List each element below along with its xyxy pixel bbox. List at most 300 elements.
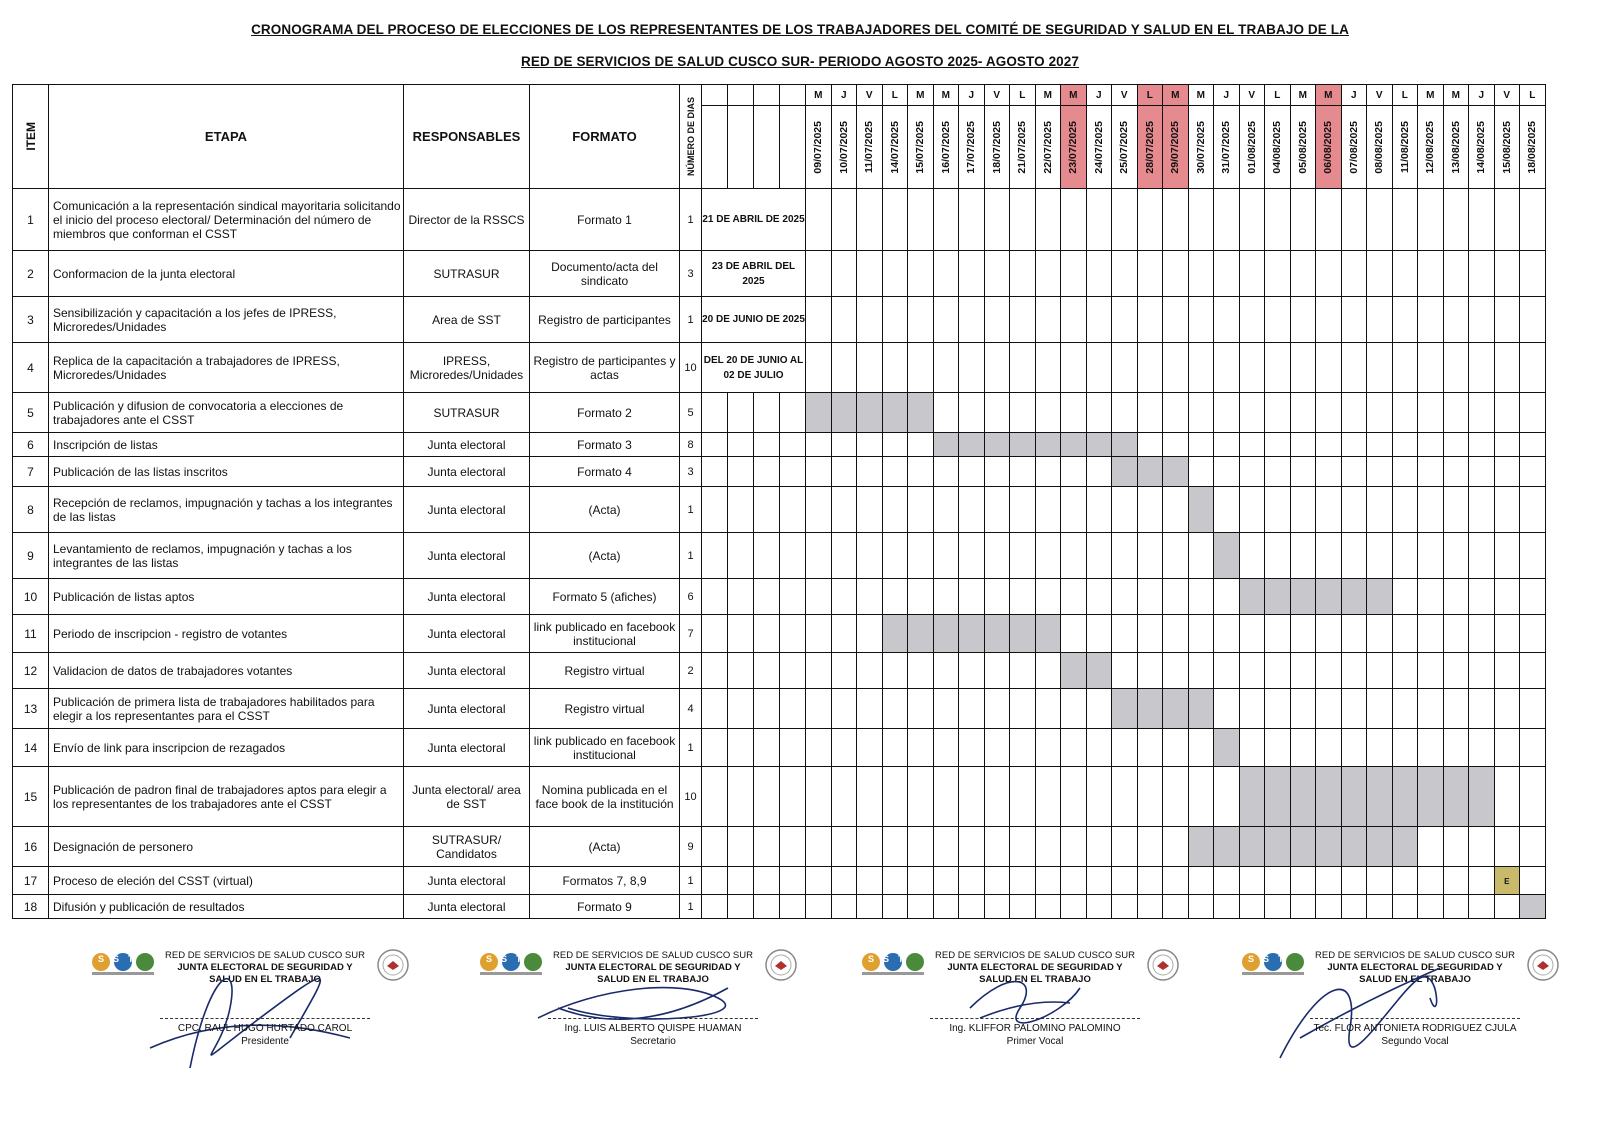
gantt-bar-cell	[1290, 827, 1316, 867]
row-formato: (Acta)	[530, 487, 680, 533]
gantt-cell	[1214, 689, 1240, 729]
gantt-cell	[984, 189, 1010, 251]
gantt-cell	[1520, 867, 1546, 895]
gantt-cell	[1316, 343, 1342, 393]
row-formato: link publicado en facebook institucional	[530, 729, 680, 767]
row-responsable: Junta electoral/ area de SST	[404, 767, 530, 827]
gantt-cell	[1469, 297, 1495, 343]
gantt-cell	[933, 827, 959, 867]
gantt-cell	[1520, 653, 1546, 689]
row-etapa: Replica de la capacitación a trabajadores de IPRESS, Microredes/Unidades	[49, 343, 404, 393]
table-row	[13, 343, 1546, 393]
gantt-cell	[1265, 653, 1291, 689]
gantt-cell	[1010, 533, 1036, 579]
gantt-cell	[1443, 533, 1469, 579]
gantt-cell	[1290, 895, 1316, 919]
row-blank-cell	[780, 579, 806, 615]
gantt-cell	[1112, 297, 1138, 343]
gantt-cell	[1035, 827, 1061, 867]
row-etapa: Designación de personero	[49, 827, 404, 867]
gantt-cell	[1137, 343, 1163, 393]
row-etapa: Periodo de inscripcion - registro de votantes	[49, 615, 404, 653]
gantt-cell	[1392, 189, 1418, 251]
gantt-bar-cell	[959, 615, 985, 653]
row-item-number: 5	[13, 393, 49, 433]
spacer-cell	[728, 106, 754, 189]
gantt-cell	[831, 653, 857, 689]
gantt-cell	[1137, 297, 1163, 343]
gantt-cell	[1137, 579, 1163, 615]
gantt-cell	[1494, 297, 1520, 343]
header-formato: FORMATO	[530, 85, 680, 189]
day-letter-28: L	[1520, 85, 1546, 106]
gantt-cell	[1520, 251, 1546, 297]
table-row	[13, 689, 1546, 729]
gantt-cell	[984, 533, 1010, 579]
row-responsable: Junta electoral	[404, 867, 530, 895]
logo-text: SST	[1248, 954, 1293, 964]
gantt-cell	[857, 251, 883, 297]
gantt-cell	[1341, 867, 1367, 895]
row-blank-cell	[728, 487, 754, 533]
handwritten-signature-icon	[478, 948, 798, 1088]
gantt-bar-cell	[1341, 827, 1367, 867]
day-letter-16: J	[1214, 85, 1240, 106]
gantt-cell	[1341, 533, 1367, 579]
gantt-cell	[831, 457, 857, 487]
gantt-cell	[1188, 867, 1214, 895]
gantt-bar-cell	[1010, 615, 1036, 653]
gantt-cell	[1163, 433, 1189, 457]
gantt-cell	[1061, 615, 1087, 653]
gantt-bar-cell	[1265, 827, 1291, 867]
gantt-cell	[1163, 487, 1189, 533]
gantt-cell	[857, 615, 883, 653]
day-letter-9: M	[1035, 85, 1061, 106]
date-label: 13/08/2025	[1449, 120, 1462, 174]
gantt-cell	[1239, 343, 1265, 393]
row-fecha: 23 DE ABRIL DEL 2025	[702, 251, 806, 297]
gantt-cell	[882, 487, 908, 533]
gantt-cell	[1086, 827, 1112, 867]
signature-org-line3: SALUD EN EL TRABAJO	[597, 974, 709, 985]
gantt-cell	[933, 487, 959, 533]
gantt-cell	[1061, 189, 1087, 251]
table-row	[13, 533, 1546, 579]
spacer-cell	[754, 106, 780, 189]
row-blank-cell	[754, 533, 780, 579]
gantt-cell	[806, 653, 832, 689]
gantt-cell	[1494, 767, 1520, 827]
gantt-cell	[1112, 653, 1138, 689]
gantt-cell	[1443, 895, 1469, 919]
gantt-cell	[1469, 827, 1495, 867]
gantt-cell	[1520, 343, 1546, 393]
gantt-cell	[1494, 343, 1520, 393]
gantt-bar-cell	[1188, 689, 1214, 729]
date-header-8	[1010, 106, 1036, 189]
gantt-cell	[1418, 251, 1444, 297]
table-row	[13, 615, 1546, 653]
gantt-bar-cell	[1061, 433, 1087, 457]
gantt-cell	[831, 189, 857, 251]
gantt-cell	[933, 653, 959, 689]
gantt-cell	[1469, 579, 1495, 615]
gantt-cell	[1367, 689, 1393, 729]
row-blank-cell	[780, 827, 806, 867]
gantt-cell	[1469, 689, 1495, 729]
gantt-cell	[1239, 867, 1265, 895]
day-letter-15: M	[1188, 85, 1214, 106]
gantt-cell	[1494, 487, 1520, 533]
gantt-cell	[1035, 457, 1061, 487]
gantt-bar-cell	[908, 393, 934, 433]
gantt-cell	[1494, 615, 1520, 653]
gantt-cell	[1137, 729, 1163, 767]
gantt-bar-cell	[1163, 457, 1189, 487]
gantt-cell	[1418, 487, 1444, 533]
day-letter-4: M	[908, 85, 934, 106]
gantt-cell	[1520, 729, 1546, 767]
gantt-cell	[1367, 251, 1393, 297]
gantt-cell	[857, 297, 883, 343]
gantt-cell	[806, 457, 832, 487]
row-item-number: 12	[13, 653, 49, 689]
gantt-cell	[1163, 393, 1189, 433]
date-label: 22/07/2025	[1041, 120, 1054, 174]
gantt-cell	[1367, 343, 1393, 393]
gantt-cell	[831, 343, 857, 393]
gantt-cell	[1112, 729, 1138, 767]
gantt-cell	[1290, 533, 1316, 579]
row-blank-cell	[702, 827, 728, 867]
gantt-cell	[1214, 297, 1240, 343]
date-header-10	[1061, 106, 1087, 189]
gantt-cell	[831, 487, 857, 533]
gantt-bar-cell	[882, 615, 908, 653]
gantt-cell	[1265, 867, 1291, 895]
gantt-cell	[984, 487, 1010, 533]
gantt-cell	[1520, 297, 1546, 343]
gantt-cell	[882, 297, 908, 343]
gantt-cell	[959, 767, 985, 827]
row-numero-dias: 6	[680, 579, 702, 615]
gantt-cell	[1265, 533, 1291, 579]
date-header-18	[1265, 106, 1291, 189]
gantt-cell	[1341, 615, 1367, 653]
gantt-bar-cell	[933, 433, 959, 457]
gantt-cell	[1316, 867, 1342, 895]
gantt-cell	[831, 251, 857, 297]
signature-org-line2: JUNTA ELECTORAL DE SEGURIDAD Y	[1327, 962, 1503, 973]
gantt-bar-cell	[1392, 827, 1418, 867]
gantt-cell	[806, 343, 832, 393]
row-responsable: Junta electoral	[404, 487, 530, 533]
row-formato: (Acta)	[530, 533, 680, 579]
gantt-cell	[1239, 297, 1265, 343]
gantt-cell	[1112, 615, 1138, 653]
gantt-cell	[1494, 653, 1520, 689]
day-letter-14: M	[1163, 85, 1189, 106]
row-numero-dias: 9	[680, 827, 702, 867]
gantt-cell	[1112, 767, 1138, 827]
gantt-bar-cell	[1086, 433, 1112, 457]
gantt-cell	[1214, 867, 1240, 895]
gantt-cell	[1265, 251, 1291, 297]
row-formato: Nomina publicada en el face book de la institución	[530, 767, 680, 827]
gantt-cell	[984, 579, 1010, 615]
gantt-cell	[1010, 729, 1036, 767]
row-blank-cell	[702, 767, 728, 827]
gantt-cell	[1316, 653, 1342, 689]
gantt-cell	[1443, 615, 1469, 653]
gantt-cell	[882, 867, 908, 895]
gantt-cell	[1188, 895, 1214, 919]
date-label: 11/07/2025	[863, 121, 876, 173]
gantt-bar-cell	[1239, 767, 1265, 827]
gantt-cell	[984, 767, 1010, 827]
row-fecha: DEL 20 DE JUNIO AL 02 DE JULIO	[702, 343, 806, 393]
gantt-cell	[1112, 867, 1138, 895]
gantt-cell	[1443, 343, 1469, 393]
gantt-cell	[1061, 487, 1087, 533]
gantt-cell	[1086, 457, 1112, 487]
date-header-26	[1469, 106, 1495, 189]
gantt-cell	[1443, 393, 1469, 433]
row-blank-cell	[754, 689, 780, 729]
date-label: 07/08/2025	[1347, 120, 1360, 174]
gantt-cell	[1137, 895, 1163, 919]
gantt-cell	[1316, 533, 1342, 579]
row-formato: Formato 4	[530, 457, 680, 487]
date-label: 16/07/2025	[939, 120, 952, 174]
row-etapa: Levantamiento de reclamos, impugnación y tachas a los integrantes de las listas	[49, 533, 404, 579]
spacer-cell	[780, 106, 806, 189]
row-responsable: Area de SST	[404, 297, 530, 343]
gantt-cell	[1443, 653, 1469, 689]
gantt-cell	[933, 689, 959, 729]
gantt-cell	[1418, 867, 1444, 895]
gantt-cell	[1265, 487, 1291, 533]
gantt-cell	[1520, 689, 1546, 729]
gantt-cell	[1010, 487, 1036, 533]
row-blank-cell	[728, 729, 754, 767]
day-letter-23: L	[1392, 85, 1418, 106]
gantt-cell	[1418, 579, 1444, 615]
row-blank-cell	[728, 767, 754, 827]
gantt-cell	[857, 189, 883, 251]
signature-org-line1: RED DE SERVICIOS DE SALUD CUSCO SUR	[935, 950, 1135, 961]
day-letter-10: M	[1061, 85, 1087, 106]
date-header-13	[1137, 106, 1163, 189]
row-responsable: SUTRASUR	[404, 393, 530, 433]
row-formato: Documento/acta del sindicato	[530, 251, 680, 297]
day-letter-24: M	[1418, 85, 1444, 106]
handwritten-signature-icon	[90, 948, 410, 1088]
gantt-cell	[1341, 895, 1367, 919]
gantt-bar-cell	[831, 393, 857, 433]
gantt-cell	[1137, 615, 1163, 653]
gantt-bar-cell	[1214, 827, 1240, 867]
table-row	[13, 487, 1546, 533]
row-formato: link publicado en facebook institucional	[530, 615, 680, 653]
gantt-cell	[1418, 895, 1444, 919]
row-blank-cell	[702, 615, 728, 653]
gantt-cell	[908, 867, 934, 895]
gantt-cell	[908, 729, 934, 767]
gantt-cell	[1010, 653, 1036, 689]
gantt-cell	[1341, 457, 1367, 487]
gantt-cell	[1137, 433, 1163, 457]
table-row	[13, 767, 1546, 827]
gantt-cell	[1367, 433, 1393, 457]
gantt-cell	[1010, 251, 1036, 297]
row-item-number: 1	[13, 189, 49, 251]
row-blank-cell	[728, 867, 754, 895]
row-numero-dias: 2	[680, 653, 702, 689]
date-label: 08/08/2025	[1373, 120, 1386, 174]
gantt-cell	[1137, 767, 1163, 827]
date-label: 30/07/2025	[1194, 120, 1207, 174]
row-item-number: 14	[13, 729, 49, 767]
gantt-cell	[1061, 297, 1087, 343]
gantt-bar-cell	[1035, 615, 1061, 653]
gantt-cell	[959, 867, 985, 895]
gantt-cell	[1188, 189, 1214, 251]
gantt-cell	[831, 433, 857, 457]
row-item-number: 11	[13, 615, 49, 653]
row-responsable: Junta electoral	[404, 615, 530, 653]
election-mark	[1494, 867, 1520, 895]
gantt-cell	[1520, 189, 1546, 251]
header-item	[13, 85, 49, 189]
gantt-cell	[1010, 689, 1036, 729]
day-letter-27: V	[1494, 85, 1520, 106]
gantt-cell	[1035, 579, 1061, 615]
gantt-cell	[1035, 653, 1061, 689]
row-formato: Registro virtual	[530, 689, 680, 729]
date-header-17	[1239, 106, 1265, 189]
row-blank-cell	[754, 457, 780, 487]
gantt-cell	[959, 457, 985, 487]
day-letter-2: V	[857, 85, 883, 106]
gantt-cell	[1239, 689, 1265, 729]
gantt-cell	[1163, 729, 1189, 767]
row-numero-dias: 3	[680, 457, 702, 487]
gantt-cell	[1469, 615, 1495, 653]
row-numero-dias: 10	[680, 343, 702, 393]
table-row	[13, 579, 1546, 615]
gantt-cell	[1494, 251, 1520, 297]
gantt-cell	[1035, 487, 1061, 533]
gantt-cell	[1112, 343, 1138, 393]
gantt-cell	[1316, 689, 1342, 729]
gantt-cell	[831, 579, 857, 615]
gantt-cell	[857, 433, 883, 457]
gantt-bar-cell	[1290, 767, 1316, 827]
row-etapa: Conformacion de la junta electoral	[49, 251, 404, 297]
gantt-cell	[1367, 457, 1393, 487]
gantt-cell	[806, 895, 832, 919]
gantt-bar-cell	[1367, 767, 1393, 827]
row-formato: Registro de participantes	[530, 297, 680, 343]
row-blank-cell	[702, 729, 728, 767]
signatory-role: Primer Vocal	[1006, 1036, 1064, 1047]
gantt-cell	[1367, 393, 1393, 433]
gantt-cell	[831, 615, 857, 653]
date-label: 23/07/2025	[1067, 120, 1080, 174]
signature-block	[478, 948, 798, 1088]
gantt-cell	[1494, 895, 1520, 919]
date-label: 29/07/2025	[1169, 120, 1182, 174]
gantt-cell	[908, 189, 934, 251]
row-responsable: IPRESS, Microredes/Unidades	[404, 343, 530, 393]
gantt-cell	[1520, 767, 1546, 827]
date-label: 15/08/2025	[1500, 120, 1513, 174]
gantt-cell	[882, 653, 908, 689]
gantt-cell	[1341, 393, 1367, 433]
gantt-cell	[1418, 297, 1444, 343]
gantt-cell	[1239, 533, 1265, 579]
gantt-bar-cell	[1392, 767, 1418, 827]
gantt-cell	[959, 393, 985, 433]
date-label: 18/07/2025	[990, 120, 1003, 174]
gantt-cell	[1239, 189, 1265, 251]
gantt-cell	[1494, 729, 1520, 767]
row-item-number: 16	[13, 827, 49, 867]
gantt-cell	[857, 579, 883, 615]
gantt-cell	[882, 767, 908, 827]
gantt-cell	[908, 343, 934, 393]
gantt-cell	[1035, 251, 1061, 297]
gantt-cell	[1188, 393, 1214, 433]
gantt-cell	[1112, 487, 1138, 533]
gantt-cell	[1469, 487, 1495, 533]
date-label: 18/08/2025	[1526, 120, 1539, 174]
gantt-bar-cell	[1367, 827, 1393, 867]
row-blank-cell	[702, 393, 728, 433]
gantt-cell	[1494, 189, 1520, 251]
day-letter-17: V	[1239, 85, 1265, 106]
gantt-cell	[882, 251, 908, 297]
date-header-9	[1035, 106, 1061, 189]
gantt-cell	[1265, 297, 1291, 343]
header-row-days	[13, 85, 1546, 106]
gantt-cell	[1443, 297, 1469, 343]
gantt-cell	[908, 579, 934, 615]
gantt-cell	[1214, 189, 1240, 251]
gantt-cell	[1163, 615, 1189, 653]
gantt-cell	[1392, 729, 1418, 767]
row-numero-dias: 1	[680, 895, 702, 919]
gantt-cell	[1316, 615, 1342, 653]
gantt-bar-cell	[1341, 579, 1367, 615]
date-header-12	[1112, 106, 1138, 189]
signatory-name: CPC. RAUL HUGO HURTADO CAROL	[177, 1023, 353, 1034]
gantt-cell	[1188, 653, 1214, 689]
gantt-cell	[1061, 767, 1087, 827]
row-blank-cell	[754, 895, 780, 919]
gantt-cell	[1188, 615, 1214, 653]
gantt-cell	[1392, 895, 1418, 919]
gantt-cell	[1443, 579, 1469, 615]
date-header-23	[1392, 106, 1418, 189]
gantt-cell	[933, 297, 959, 343]
gantt-cell	[857, 867, 883, 895]
gantt-cell	[1163, 297, 1189, 343]
row-blank-cell	[702, 579, 728, 615]
gantt-cell	[1341, 433, 1367, 457]
